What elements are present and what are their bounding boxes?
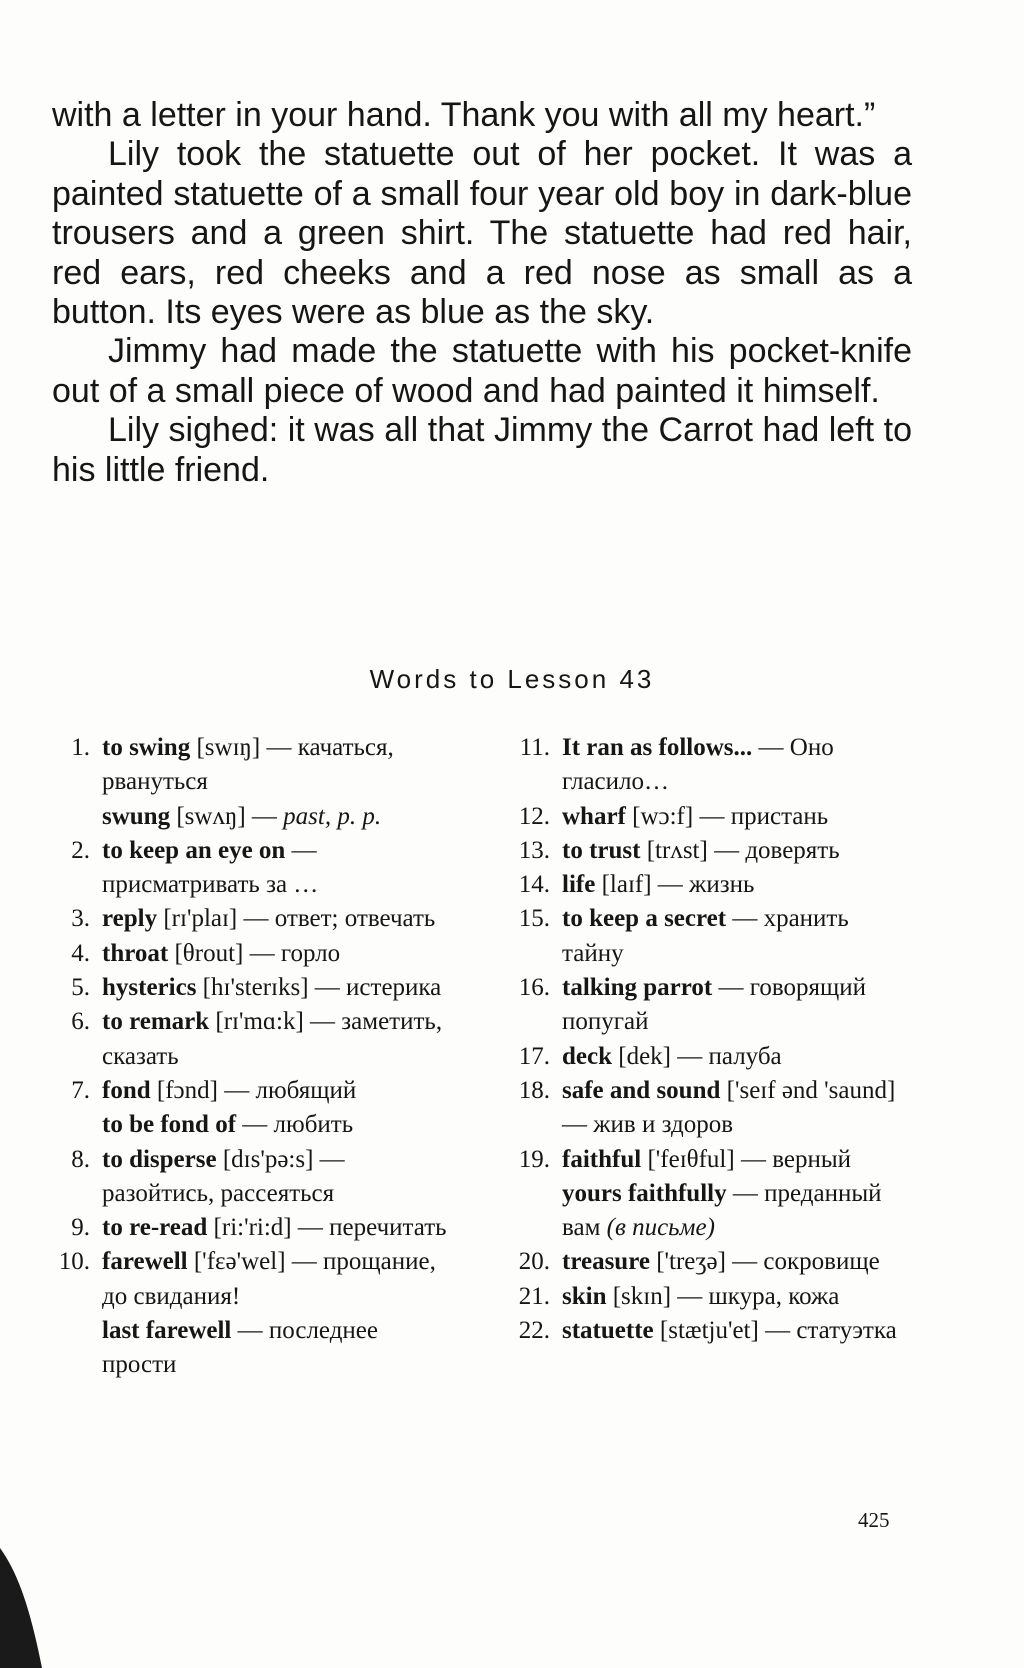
subentry-word: last farewell xyxy=(102,1317,232,1345)
entry-number: 1. xyxy=(71,734,90,761)
entry-word: deck xyxy=(562,1042,612,1070)
vocabulary-heading: Words to Lesson 43 xyxy=(369,664,655,694)
subentry-definition: [swʌŋ] — xyxy=(170,802,284,830)
vocabulary-entry xyxy=(50,902,450,936)
entry-number: 3. xyxy=(71,905,90,933)
scan-edge-shadow xyxy=(0,1548,90,1668)
entry-word: to disperse xyxy=(102,1145,217,1173)
subentry-definition: — любить xyxy=(236,1111,354,1139)
vocabulary-entry xyxy=(510,1314,912,1348)
entry-word: wharf xyxy=(562,802,626,830)
entry-word: skin xyxy=(562,1282,607,1310)
story-paragraph: Jimmy had made the statuette with his pocket-knife out of a small piece of wood and had painted it himself. xyxy=(52,332,912,410)
vocabulary-entry xyxy=(510,971,912,1040)
entry-number: 21. xyxy=(518,1282,550,1310)
entry-number: 6. xyxy=(71,1008,90,1036)
entry-word: farewell xyxy=(102,1248,188,1276)
subentry-definition: — последнее прости xyxy=(102,1317,378,1379)
story-paragraph: Lily took the statuette out of her pocket. It was a painted statuette of a small four year old boy in dark-blue trousers and a green shirt. The statuette had red hair, red ears, red cheeks and a red nose as small as a button. Its eyes were as blue as the sky. xyxy=(52,135,912,332)
entry-number: 5. xyxy=(71,974,90,1002)
entry-definition: — хранить тайну xyxy=(562,905,849,967)
entry-number: 10. xyxy=(58,1248,90,1276)
entry-number: 18. xyxy=(518,1076,550,1104)
vocabulary-entry xyxy=(50,834,450,903)
vocabulary-entry xyxy=(510,1280,912,1314)
entry-number: 9. xyxy=(71,1214,90,1242)
entry-subentry xyxy=(562,1177,912,1246)
page-number: 425 xyxy=(858,1508,890,1532)
entry-definition: [θrout] — горло xyxy=(168,939,341,967)
entry-definition: [laɪf] — жизнь xyxy=(595,871,755,899)
vocabulary-column-right xyxy=(510,731,912,1348)
subentry-word: to be fond of xyxy=(102,1111,237,1139)
entry-definition: [rɪ'plaɪ] — ответ; отвечать xyxy=(157,905,436,933)
entry-number: 4. xyxy=(71,939,90,967)
vocabulary-entry xyxy=(510,868,912,902)
entry-word: throat xyxy=(102,939,169,967)
subentry-word: yours faithfully xyxy=(562,1179,727,1207)
entry-number: 14. xyxy=(518,871,550,899)
entry-definition: — Оно гласило… xyxy=(562,734,834,796)
entry-definition: [trʌst] — доверять xyxy=(640,836,840,864)
entry-definition: [stætju'et] — статуэтка xyxy=(653,1317,897,1345)
entry-word: life xyxy=(562,871,596,899)
vocabulary-entry xyxy=(50,1074,450,1143)
entry-word: to re-read xyxy=(102,1214,208,1242)
entry-number: 22. xyxy=(518,1317,550,1345)
subentry-word: swung xyxy=(102,802,171,830)
vocabulary-entry xyxy=(510,1074,912,1143)
vocabulary-entry xyxy=(510,1143,912,1246)
entry-definition: [fɔnd] — любящий xyxy=(150,1076,357,1104)
entry-word: safe and sound xyxy=(562,1076,721,1104)
entry-word: reply xyxy=(102,905,158,933)
entry-word: It ran as follows... xyxy=(562,734,753,761)
entry-word: hysterics xyxy=(102,974,197,1002)
entry-definition: [dek] — палуба xyxy=(612,1042,782,1070)
entry-word: to swing xyxy=(102,734,191,761)
entry-definition: — говорящий попугай xyxy=(562,974,867,1036)
entry-definition: ['fɛə'wel] — прощание, до свидания! xyxy=(102,1248,436,1310)
vocabulary-column-left xyxy=(50,731,450,1383)
entry-definition: [dɪs'pə:s] — разойтись, рассеяться xyxy=(102,1145,345,1207)
entry-subentry xyxy=(102,800,450,834)
entry-definition: [ri:'ri:d] — перечитать xyxy=(207,1214,447,1242)
vocabulary-entry xyxy=(50,937,450,971)
entry-number: 2. xyxy=(71,836,90,864)
entry-word: statuette xyxy=(562,1317,654,1345)
entry-definition: ['seɪf ənd 'saund] — жив и здоров xyxy=(562,1076,896,1139)
entry-word: faithful xyxy=(562,1145,642,1173)
entry-number: 11. xyxy=(519,734,550,761)
vocabulary-entry xyxy=(510,834,912,868)
entry-word: fond xyxy=(102,1076,151,1104)
vocabulary-entry xyxy=(50,971,450,1005)
entry-number: 16. xyxy=(518,974,550,1002)
entry-definition: ['treʒə] — сокровище xyxy=(649,1248,880,1276)
entry-definition: [hɪ'sterɪks] — истерика xyxy=(196,974,442,1002)
story-paragraph: with a letter in your hand. Thank you with all my heart.” xyxy=(52,96,876,134)
entry-word: to keep an eye on xyxy=(102,836,286,864)
entry-word: to remark xyxy=(102,1008,210,1036)
vocabulary-entry xyxy=(510,1245,912,1279)
subentry-note: (в письме) xyxy=(606,1214,715,1242)
vocabulary-entry xyxy=(510,1040,912,1074)
entry-subentry xyxy=(102,1314,450,1383)
vocabulary-entry xyxy=(50,1143,450,1212)
entry-definition: [wɔ:f] — пристань xyxy=(625,802,829,830)
story-text xyxy=(52,96,912,490)
entry-number: 15. xyxy=(518,905,550,933)
vocabulary-entry xyxy=(50,1005,450,1074)
entry-number: 12. xyxy=(518,802,550,830)
entry-number: 17. xyxy=(518,1042,550,1070)
entry-number: 8. xyxy=(71,1145,90,1173)
entry-number: 13. xyxy=(518,836,550,864)
vocabulary-entry xyxy=(50,731,450,834)
entry-word: talking parrot xyxy=(562,974,713,1002)
entry-definition: [swɪŋ] — качаться, рвануться xyxy=(102,734,394,796)
vocabulary-entry xyxy=(510,902,912,971)
vocabulary-entry xyxy=(510,731,912,800)
story-paragraph: Lily sighed: it was all that Jimmy the Carrot had left to his little friend. xyxy=(52,411,912,489)
entry-number: 20. xyxy=(518,1248,550,1276)
vocabulary-entry xyxy=(50,1245,450,1382)
entry-subentry xyxy=(102,1108,450,1142)
entry-definition: [rɪ'mɑ:k] — заметить, сказать xyxy=(102,1008,443,1070)
vocabulary-entry xyxy=(510,800,912,834)
entry-definition: ['feɪθful] — верный xyxy=(641,1145,852,1173)
entry-definition: — присматривать за … xyxy=(102,836,319,899)
entry-number: 19. xyxy=(518,1145,550,1173)
entry-definition: [skɪn] — шкура, кожа xyxy=(606,1282,840,1310)
subentry-definition: — преданный вам xyxy=(562,1179,882,1242)
vocabulary-entry xyxy=(50,1211,450,1245)
subentry-note: past, p. p. xyxy=(283,802,382,830)
entry-word: treasure xyxy=(562,1248,650,1276)
entry-word: to trust xyxy=(562,836,641,864)
entry-word: to keep a secret xyxy=(562,905,727,933)
entry-number: 7. xyxy=(71,1076,90,1104)
